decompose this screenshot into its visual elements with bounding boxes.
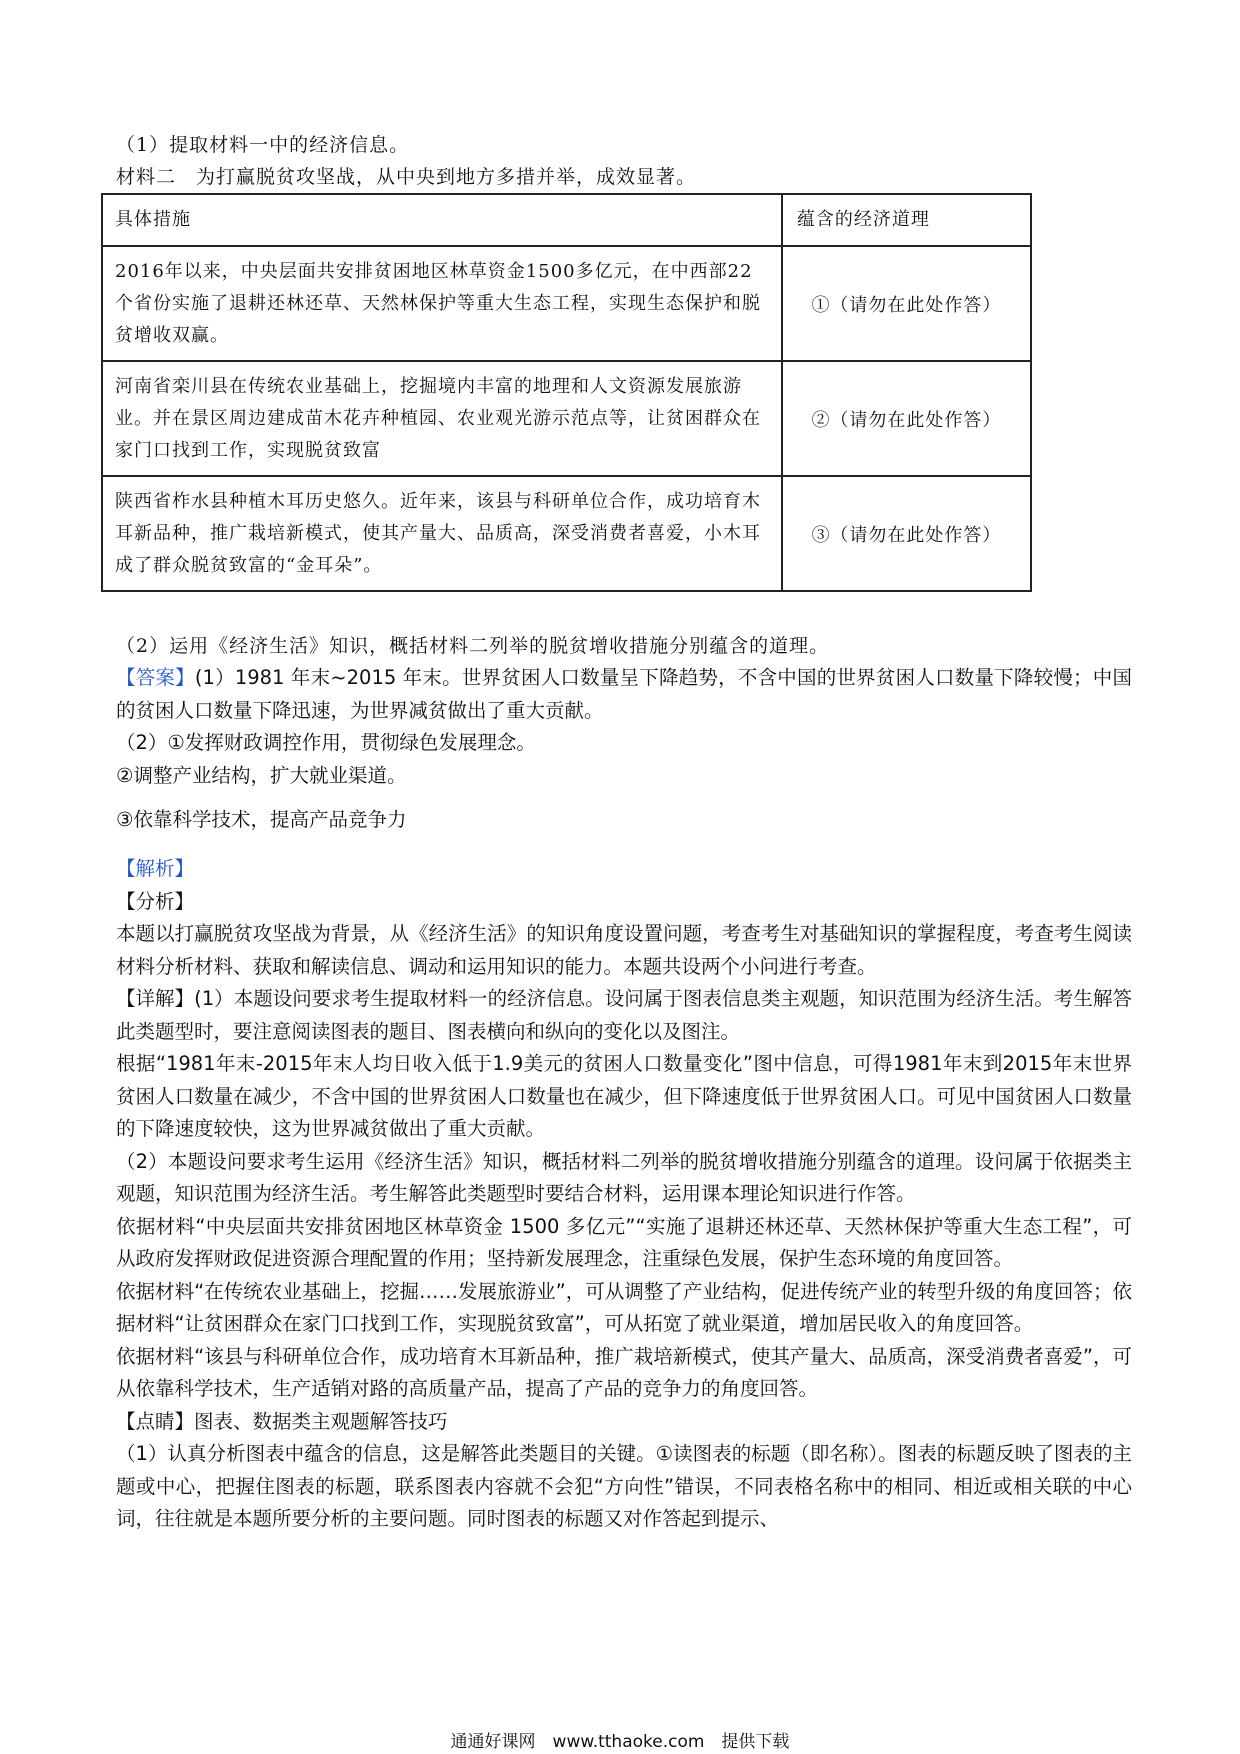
detail-tag: 【详解】: [116, 987, 195, 1010]
measure-cell: 陕西省柞水县种植木耳历史悠久。近年来，该县与科研单位合作，成功培育木耳新品种，推广栽培新模式，使其产量大、品质高，深受消费者喜爱，小木耳成了群众脱贫致富的“金耳朵”。: [102, 476, 782, 591]
principle-cell: ②（请勿在此处作答）: [782, 361, 1031, 476]
dianjing-tag: 【点睛】: [116, 1409, 195, 1433]
dianjing: 【点睛】图表、数据类主观题解答技巧: [116, 1409, 448, 1433]
principle-cell: ③（请勿在此处作答）: [782, 476, 1031, 591]
analysis-tag: 【解析】: [116, 857, 195, 880]
detail-4: 依据材料“中央层面共安排贫困地区林草资金 1500 多亿元”“实施了退耕还林还草、天然林保护等重大生态工程”，可从政府发挥财政促进资源合理配置的作用；坚持新发展理念，注重绿色发展，保护生态环境的角度回答。: [116, 1214, 1132, 1270]
fenxi-text: 本题以打赢脱贫攻坚战为背景，从《经济生活》的知识角度设置问题，考查考生对基础知识的掌握程度，考查考生阅读材料分析材料、获取和解读信息、调动和运用知识的能力。本题共设两个小问进行考查。: [116, 922, 1132, 978]
question-1: （1）提取材料一中的经济信息。: [116, 134, 410, 156]
detail-6: 依据材料“该县与科研单位合作，成功培育木耳新品种，推广栽培新模式，使其产量大、品质高，深受消费者喜爱”，可从依靠科学技术，生产适销对路的高质量产品，提高了产品的竞争力的角度回答。: [116, 1344, 1132, 1400]
material-2-intro: 材料二 为打赢脱贫攻坚战，从中央到地方多措并举，成效显著。: [116, 166, 697, 188]
table-row: [102, 476, 1031, 591]
principle-cell: ①（请勿在此处作答）: [782, 246, 1031, 361]
detail-2: 根据“1981年末-2015年末人均日收入低于1.9美元的贫困人口数量变化”图中信息，可得1981年末到2015年末世界贫困人口数量在减少，不含中国的世界贫困人口数量也在减少，但下降速度低于世界贫困人口。可见中国贫困人口数量的下降速度较快，这为世界减贫做出了重大贡献。: [116, 1052, 1132, 1140]
dianjing-1: （1）认真分析图表中蕴含的信息，这是解答此类题目的关键。①读图表的标题（即名称）。图表的标题反映了图表的主题或中心，把握住图表的标题，联系图表内容就不会犯“方向性”错误，不同表格名称中的相同、相近或相关联的中心词，往往就是本题所要分析的主要问题。同时图表的标题又对作答起到提示、: [116, 1442, 1132, 1530]
detail-5: 依据材料“在传统农业基础上，挖掘……发展旅游业”，可从调整了产业结构，促进传统产业的转型升级的角度回答；依据材料“让贫困群众在家门口找到工作，实现脱贫致富”，可从拓宽了就业渠道，增加居民收入的角度回答。: [116, 1279, 1132, 1335]
header-measures: 具体措施: [102, 194, 782, 246]
table-row: [102, 246, 1031, 361]
fenxi-tag: 【分析】: [116, 889, 195, 913]
header-principle: 蕴含的经济道理: [782, 194, 1031, 246]
answer-4: ③依靠科学技术，提高产品竞争力: [116, 808, 407, 831]
measure-cell: 河南省栾川县在传统农业基础上，挖掘境内丰富的地理和人文资源发展旅游业。并在景区周边建成苗木花卉种植园、农业观光游示范点等，让贫困群众在家门口找到工作，实现脱贫致富: [102, 361, 782, 476]
measure-cell: 2016年以来，中央层面共安排贫困地区林草资金1500多亿元，在中西部22个省份实施了退耕还林还草、天然林保护等重大生态工程，实现生态保护和脱贫增收双赢。: [102, 246, 782, 361]
answer-block: [116, 662, 1132, 837]
analysis-block: [116, 853, 1132, 1536]
question-2: （2）运用《经济生活》知识，概括材料二列举的脱贫增收措施分别蕴含的道理。: [116, 635, 830, 657]
answer-2: （2）①发挥财政调控作用，贯彻绿色发展理念。: [116, 731, 536, 754]
table-row: [102, 361, 1031, 476]
detail-3: （2）本题设问要求考生运用《经济生活》知识，概括材料二列举的脱贫增收措施分别蕴含的道理。设问属于依据类主观题，知识范围为经济生活。考生解答此类题型时要结合材料，运用课本理论知识进行作答。: [116, 1149, 1132, 1205]
detail-1: 【详解】(1）本题设问要求考生提取材料一的经济信息。设问属于图表信息类主观题，知识范围为经济生活。考生解答此类题型时，要注意阅读图表的题目、图表横向和纵向的变化以及图注。: [116, 987, 1132, 1043]
measures-table: [101, 193, 1032, 592]
answer-3: ②调整产业结构，扩大就业渠道。: [116, 763, 407, 787]
table-header-row: [102, 194, 1031, 246]
page-footer: 通通好课网 www.tthaoke.com 提供下载: [450, 1732, 790, 1752]
answer-1: 【答案】(1）1981 年末~2015 年末。世界贫困人口数量呈下降趋势，不含中国的世界贫困人口数量下降较慢；中国的贫困人口数量下降迅速，为世界减贫做出了重大贡献。: [116, 666, 1132, 722]
answer-tag: 【答案】: [116, 666, 195, 689]
